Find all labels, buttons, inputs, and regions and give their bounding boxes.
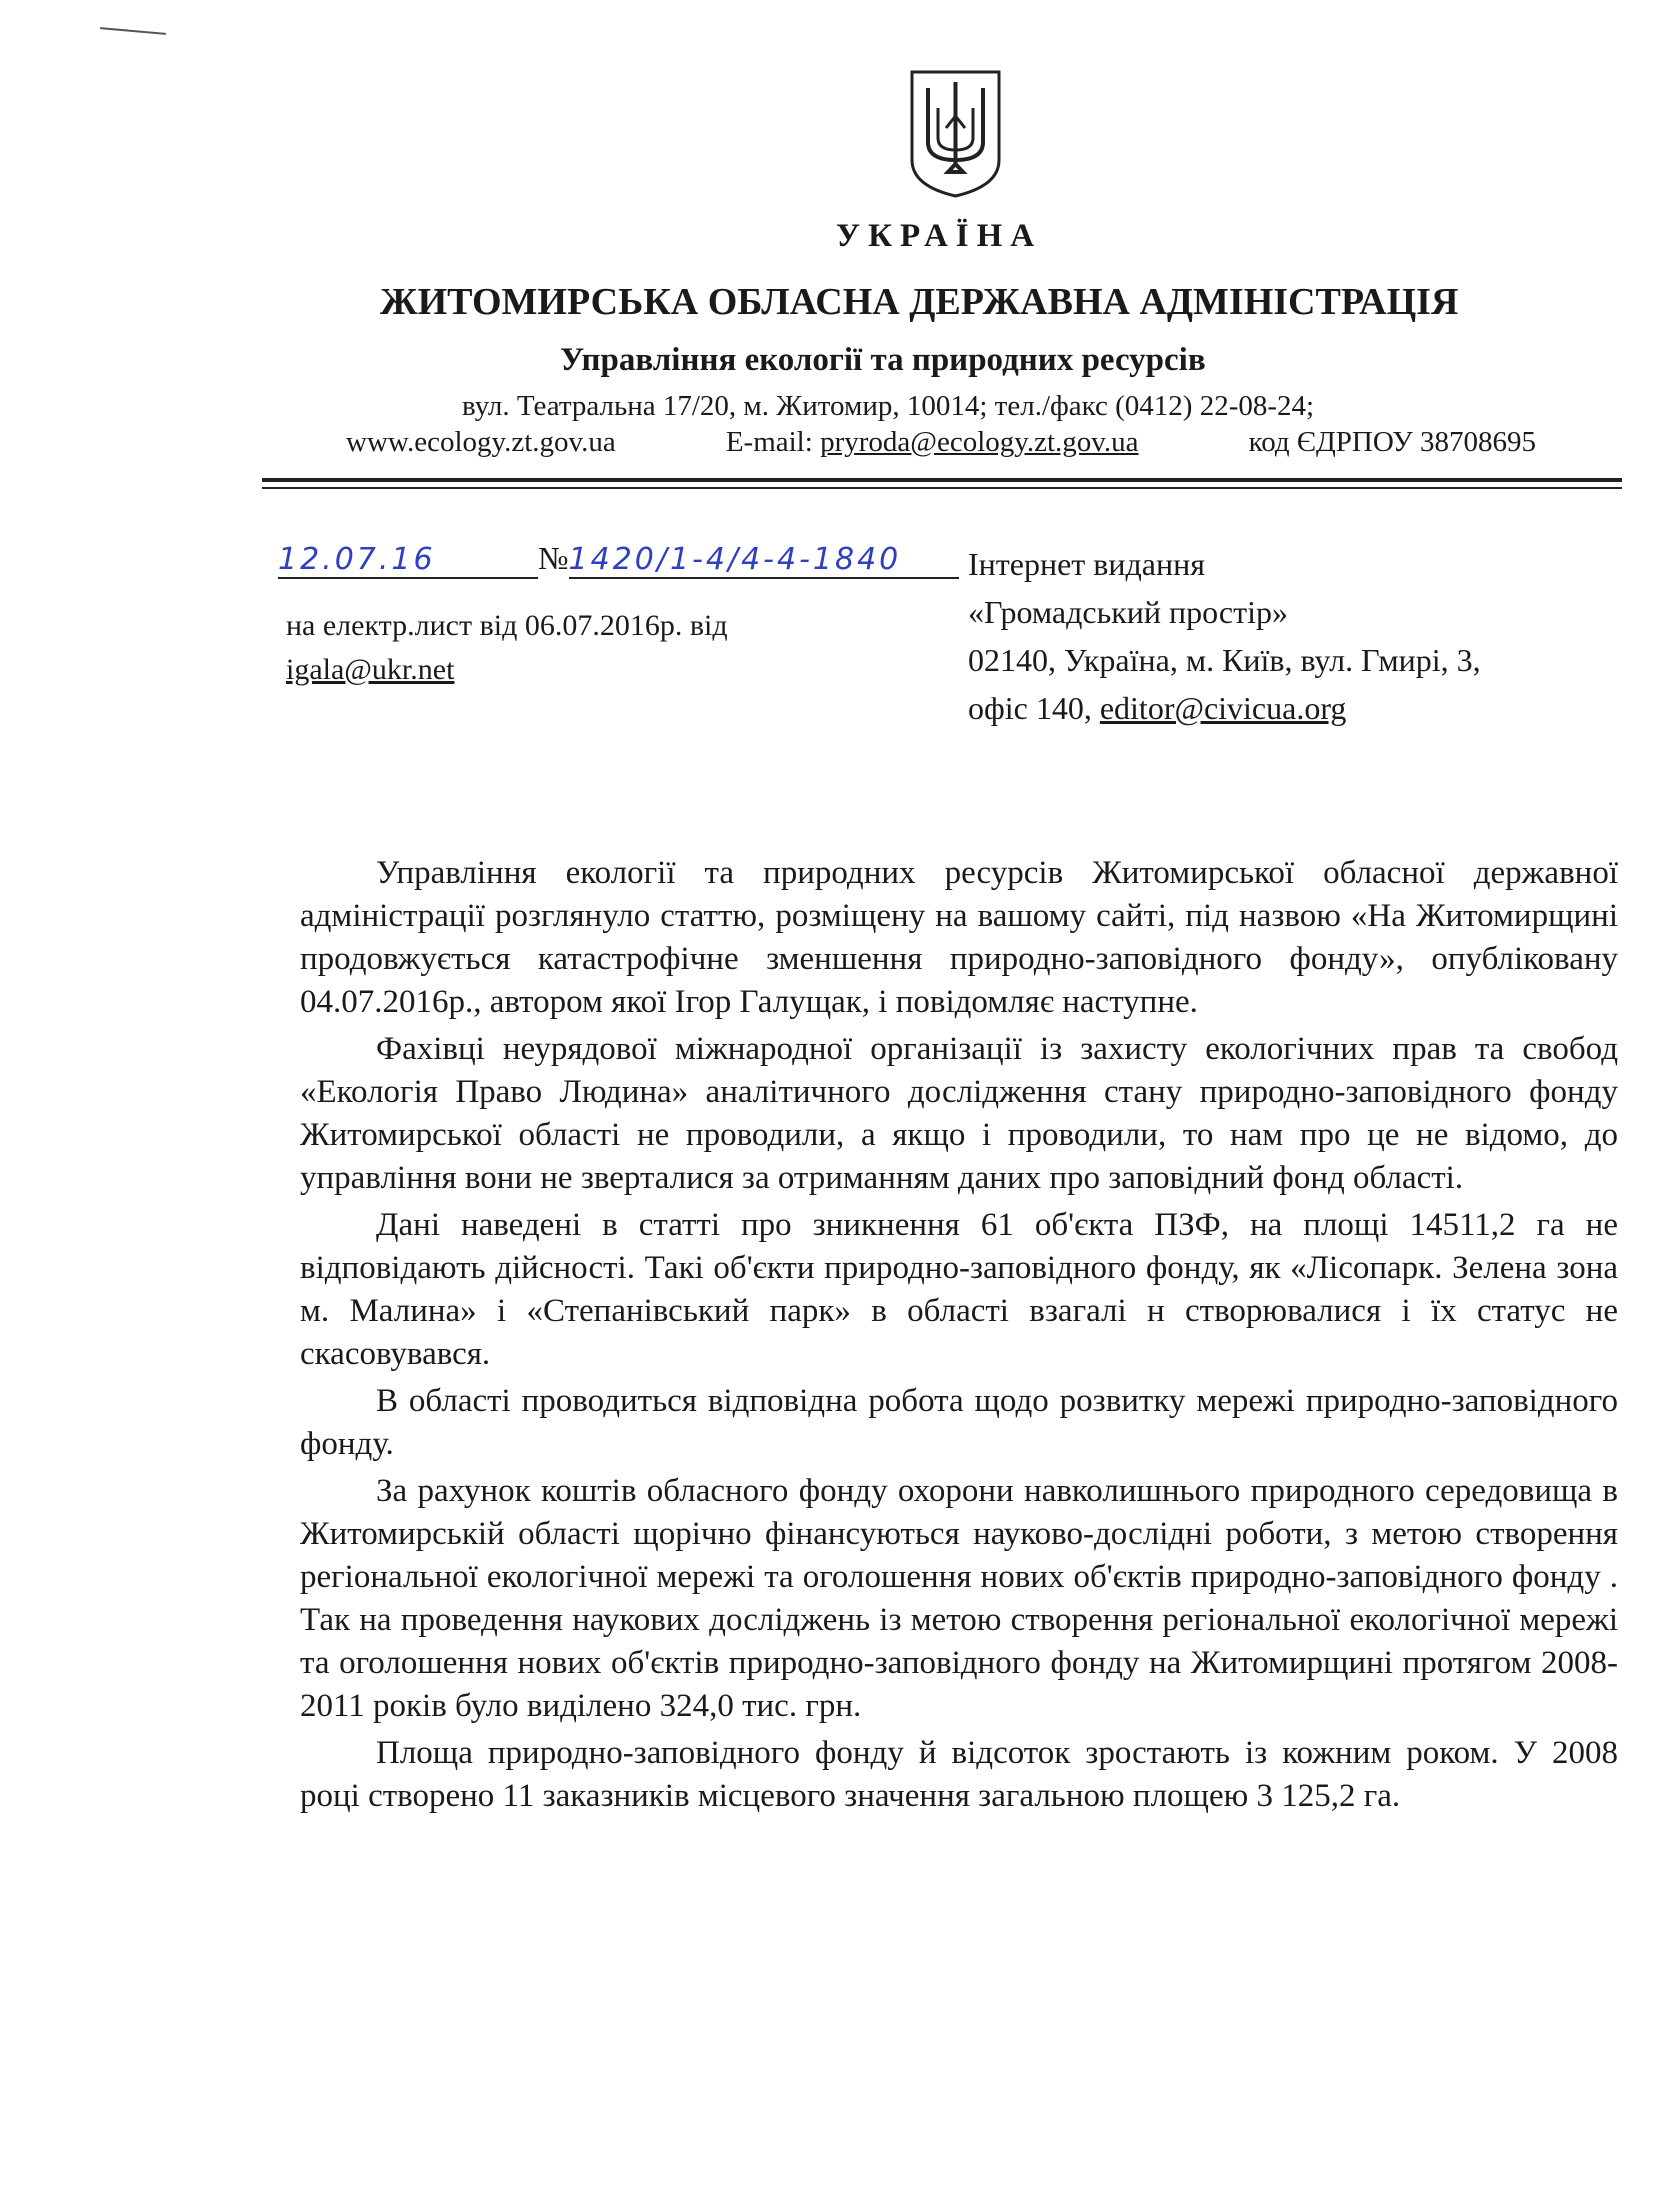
registration-date: 12.07.16 xyxy=(278,542,436,577)
registration-number: 1420/1-4/4-4-1840 xyxy=(568,542,902,577)
country-title: УКРАЇНА xyxy=(835,218,1043,254)
body-paragraph-2: Фахівці неурядової міжнародної організації із захисту екологічних прав та свобод «Екологія Право Людина» аналітичного дослідження стану природно-заповідного фонду Житомирської області не проводили, а якщо і проводили, то нам про це не відомо, до управління вони не зверталися за отриманням даних про заповідний фонд області. xyxy=(300,1031,1618,1196)
number-sign: № xyxy=(538,540,569,576)
recipient-name: Інтернет видання xyxy=(968,546,1205,582)
recipient-office xyxy=(968,684,1481,732)
reference-block xyxy=(286,604,728,692)
edrpou-code: код ЄДРПОУ 38708695 xyxy=(1248,426,1536,458)
address-line: вул. Театральна 17/20, м. Житомир, 10014; тел./факс (0412) 22-08-24; xyxy=(462,390,1315,422)
email-block xyxy=(726,426,1139,459)
coat-of-arms-icon xyxy=(908,68,1003,200)
body-paragraph-1: Управління екології та природних ресурсів Житомирської обласної державної адміністрації розглянуло статтю, розміщену на вашому сайті, під назвою «На Житомирщині продовжується катастрофічне зменшення природно-заповідного фонду», опубліковану 04.07.2016р., автором якої Ігор Галущак, і повідомляє наступне. xyxy=(300,855,1618,1020)
reference-text: на електр.лист від 06.07.2016р. від xyxy=(286,609,728,642)
body-paragraph-4: В області проводиться відповідна робота щодо розвитку мережі природно-заповідного фонду. xyxy=(300,1383,1618,1462)
letter-body xyxy=(300,852,1618,1818)
website-text: www.ecology.zt.gov.ua xyxy=(346,426,616,458)
email-link[interactable]: pryroda@ecology.zt.gov.ua xyxy=(820,426,1139,458)
scan-mark xyxy=(100,27,166,35)
recipient-address: 02140, Україна, м. Київ, вул. Гмирі, 3, xyxy=(968,642,1481,678)
organization-title: ЖИТОМИРСЬКА ОБЛАСНА ДЕРЖАВНА АДМІНІСТРАЦІЯ xyxy=(380,281,1459,323)
recipient-office-text: офіс 140, xyxy=(968,690,1100,726)
header-divider xyxy=(262,478,1622,482)
registration-line xyxy=(278,540,959,580)
header-divider-thin xyxy=(262,487,1622,489)
body-paragraph-5: За рахунок коштів обласного фонду охорони навколишнього природного середовища в Житомирській області щорічно фінансуються науково-дослідні роботи, з метою створення регіональної екологічної мережі та оголошення нових об'єктів природно-заповідного фонду . Так на проведення наукових досліджень із метою створення регіональної екологічної мережі та оголошення нових об'єктів природно-заповідного фонду на Житомирщині протягом 2008-2011 років було виділено 324,0 тис. грн. xyxy=(300,1473,1618,1724)
body-paragraph-6: Площа природно-заповідного фонду й відсоток зростають із кожним роком. У 2008 році створено 11 заказників місцевого значення загальною площею 3 125,2 га. xyxy=(300,1735,1618,1814)
reference-email[interactable]: igala@ukr.net xyxy=(286,653,455,686)
recipient-publication: «Громадський простір» xyxy=(968,594,1288,630)
email-label: E-mail: xyxy=(725,426,813,458)
department-title: Управління екології та природних ресурсів xyxy=(560,342,1206,378)
contacts-line xyxy=(346,426,1536,459)
body-paragraph-3: Дані наведені в статті про зникнення 61 об'єкта ПЗФ, на площі 14511,2 га не відповідають дійсності. Такі об'єкти природно-заповідного фонду, як «Лісопарк. Зелена зона м. Малина» і «Степанівський парк» в області взагалі н створювалися і їх статус не скасовувався. xyxy=(300,1207,1618,1372)
recipient-block xyxy=(968,540,1481,732)
recipient-email[interactable]: editor@civicua.org xyxy=(1099,690,1347,726)
